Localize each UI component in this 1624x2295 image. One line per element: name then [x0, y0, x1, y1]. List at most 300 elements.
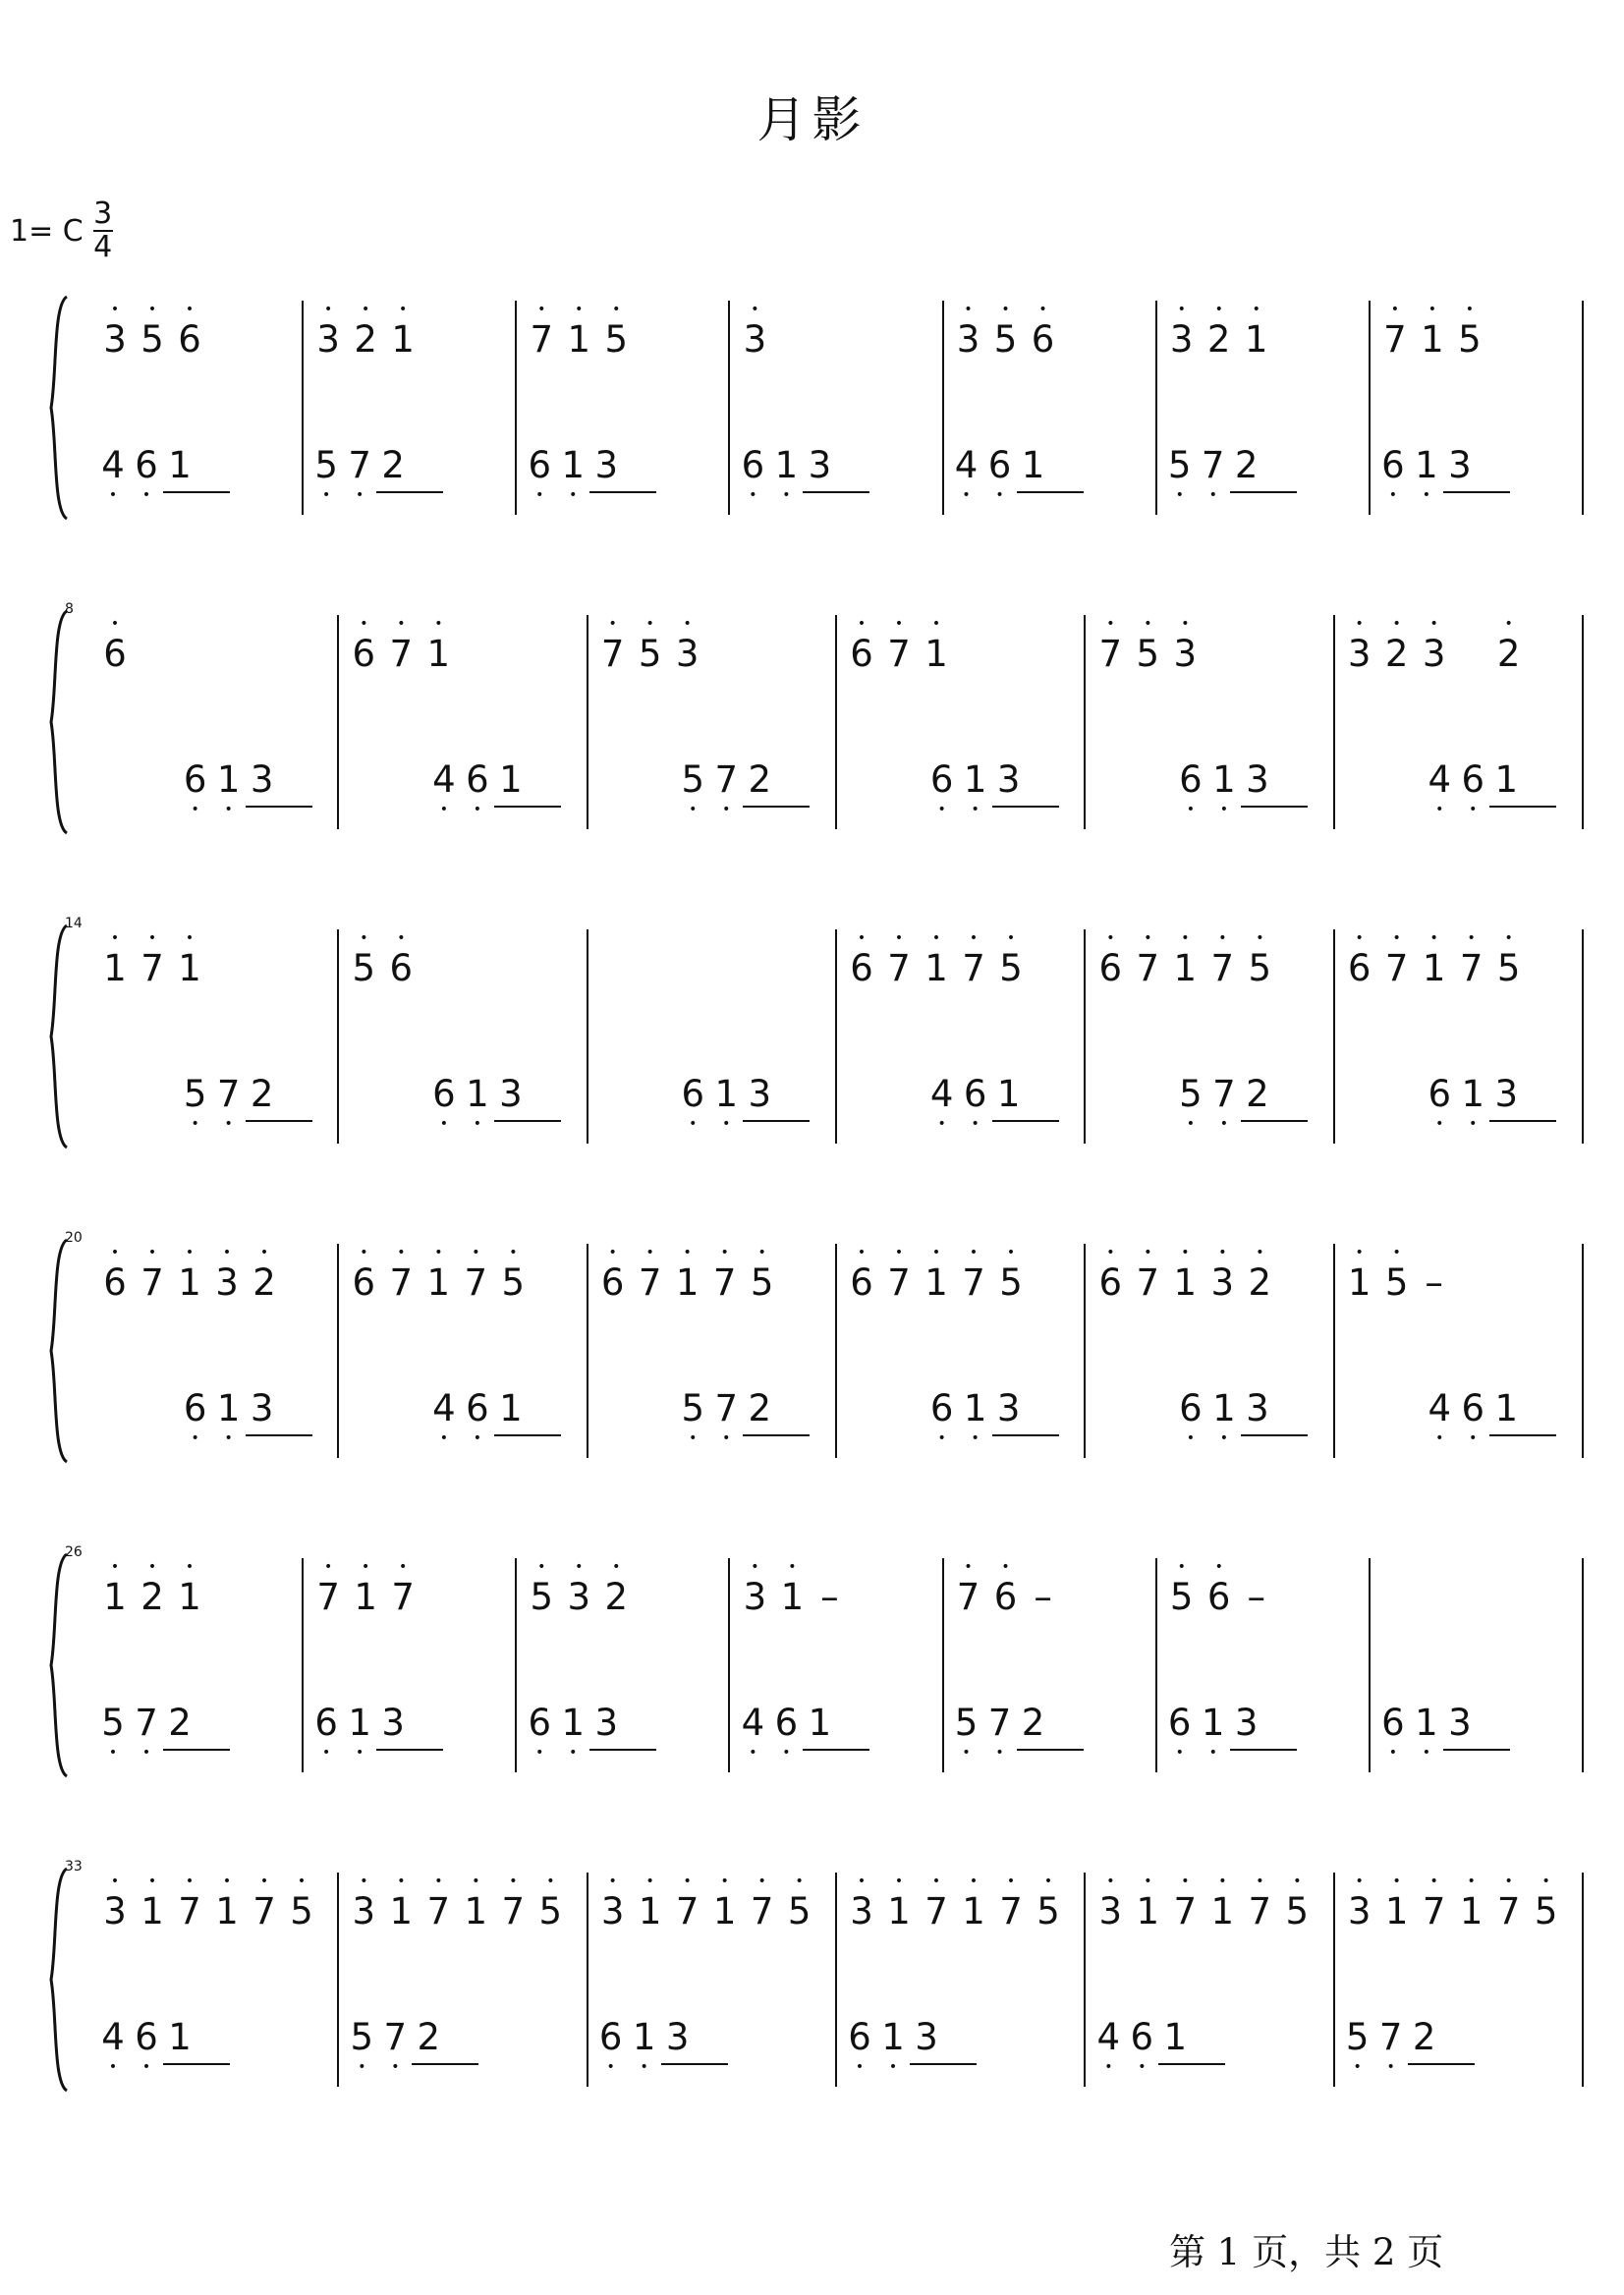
- note: • 5: [532, 1890, 569, 1932]
- note: • 5: [1528, 1890, 1565, 1932]
- note: 1 •: [461, 1073, 494, 1115]
- underline: [246, 1120, 312, 1122]
- bar-line: [1333, 1244, 1335, 1458]
- note: 6 •: [461, 1387, 494, 1429]
- treble-measure: [594, 633, 706, 675]
- note: • 7: [1378, 947, 1416, 989]
- note: • 7: [1204, 947, 1241, 989]
- treble-measure: [1092, 1890, 1316, 1932]
- note: • 1: [420, 633, 457, 675]
- bar-line: [337, 615, 339, 829]
- note: 1 •: [709, 1073, 743, 1115]
- note: • 7: [382, 1261, 420, 1304]
- note: • 6: [843, 1261, 880, 1304]
- bar-line: [835, 615, 837, 829]
- treble-measure: [96, 1890, 320, 1932]
- note: • 7: [523, 318, 560, 361]
- underline: [376, 1749, 443, 1751]
- note: • 2: [1201, 318, 1238, 361]
- note: • 7: [420, 1890, 457, 1932]
- underline: [589, 1749, 656, 1751]
- note: • 7: [992, 1890, 1030, 1932]
- bar-line: [302, 301, 304, 515]
- note: • 7: [880, 947, 918, 989]
- treble-measure: [1092, 1261, 1278, 1304]
- note: 5 •: [1174, 1073, 1207, 1115]
- note: 6 •: [1423, 1073, 1456, 1115]
- note: 1 •: [959, 1387, 992, 1429]
- note: • 1: [1129, 1890, 1166, 1932]
- note: 6 •: [925, 1387, 959, 1429]
- note: 1: [996, 1073, 1021, 1115]
- note: • 7: [1490, 1890, 1528, 1932]
- note: –: [1425, 1261, 1443, 1304]
- note: 1: [1021, 444, 1045, 486]
- note: 1 •: [1197, 1702, 1230, 1744]
- note: 1: [168, 2016, 192, 2058]
- bar-line: [1084, 615, 1086, 829]
- note: • 6: [843, 947, 880, 989]
- underline: [1017, 491, 1084, 493]
- note: • 1: [918, 1261, 955, 1304]
- note: • 7: [134, 1261, 171, 1304]
- note: • 5: [494, 1261, 532, 1304]
- note: 5 •: [1341, 2016, 1374, 2058]
- note: –: [1034, 1576, 1052, 1618]
- bass-measure: [523, 444, 623, 486]
- bar-line: [1333, 929, 1335, 1144]
- treble-measure: [96, 947, 208, 989]
- note: 1 •: [1410, 1702, 1443, 1744]
- note: –: [820, 1576, 839, 1618]
- bar-line: [728, 301, 730, 515]
- note: 7 •: [709, 758, 743, 801]
- note: • 7: [955, 947, 992, 989]
- note: • 3: [843, 1890, 880, 1932]
- underline: [661, 2063, 728, 2065]
- underline: [803, 1749, 869, 1751]
- bar-line: [1155, 1558, 1157, 1772]
- note: 5 •: [96, 1702, 130, 1744]
- brace-icon: [47, 924, 69, 1149]
- note: 6 •: [1456, 758, 1489, 801]
- underline: [589, 491, 656, 493]
- bar-line: [587, 929, 588, 1144]
- note: • 3: [594, 1890, 632, 1932]
- note: 7 •: [378, 2016, 412, 2058]
- bass-measure: [96, 1702, 196, 1744]
- note: 5 •: [179, 1073, 212, 1115]
- bar-line: [587, 615, 588, 829]
- note: • 7: [1416, 1890, 1453, 1932]
- note: • 1: [1166, 1261, 1204, 1304]
- bar-line: [835, 929, 837, 1144]
- treble-measure: [309, 318, 421, 361]
- time-bottom: 4: [93, 230, 113, 264]
- bass-measure: [925, 1073, 1026, 1115]
- brace-icon: [47, 609, 69, 835]
- note: • 6: [171, 318, 208, 361]
- underline: [743, 1120, 810, 1122]
- note: • 5: [992, 1261, 1030, 1304]
- note: • 1: [632, 1890, 669, 1932]
- measure-number: 8: [65, 601, 74, 617]
- measure-number: 20: [65, 1230, 83, 1246]
- note: • 5: [523, 1576, 560, 1618]
- page-number: 第 1 页，共 2 页: [1169, 2231, 1444, 2273]
- note: • 5: [744, 1261, 781, 1304]
- note: 6 •: [1125, 2016, 1158, 2058]
- treble-measure: [843, 633, 955, 675]
- treble-measure: [594, 947, 632, 989]
- note: 3: [1448, 444, 1472, 486]
- bass-measure: [676, 758, 776, 801]
- note: • 7: [632, 1261, 669, 1304]
- note: • 7: [1241, 1890, 1278, 1932]
- bass-measure: [843, 2016, 943, 2058]
- note: • 5: [1241, 947, 1278, 989]
- treble-measure: [736, 1576, 848, 1618]
- brace-icon: [47, 295, 69, 521]
- underline: [1241, 1120, 1308, 1122]
- note: • 6: [1025, 318, 1062, 361]
- note: • 5: [345, 947, 382, 989]
- treble-measure: [523, 1576, 635, 1618]
- note: 3: [665, 2016, 690, 2058]
- note: 1: [168, 444, 192, 486]
- note: • 6: [345, 633, 382, 675]
- note: 1 •: [343, 1702, 376, 1744]
- bar-line: [942, 301, 944, 515]
- note: • 2: [1378, 633, 1416, 675]
- note: 3: [748, 1073, 772, 1115]
- note: • 3: [1341, 633, 1378, 675]
- treble-measure: [843, 947, 1030, 989]
- note: • 2: [597, 1576, 635, 1618]
- bar-line: [587, 1244, 588, 1458]
- treble-measure: [950, 318, 1062, 361]
- brace-icon: [47, 1552, 69, 1778]
- score-title: 月影: [756, 91, 868, 148]
- note: 3: [915, 2016, 938, 2058]
- note: 2: [1234, 444, 1259, 486]
- note: • 5: [597, 318, 635, 361]
- underline: [992, 1120, 1059, 1122]
- note: • 5: [1451, 318, 1488, 361]
- note: 4 •: [96, 444, 130, 486]
- note: • 7: [1129, 947, 1166, 989]
- note: • 5: [632, 633, 669, 675]
- note: 6 •: [959, 1073, 992, 1115]
- underline: [494, 806, 561, 808]
- note: • 1: [1414, 318, 1451, 361]
- note: • 1: [171, 1261, 208, 1304]
- note: • 5: [992, 947, 1030, 989]
- note: • 7: [171, 1890, 208, 1932]
- treble-measure: [1376, 318, 1488, 361]
- note: 6 •: [925, 758, 959, 801]
- note: • 3: [1416, 633, 1453, 675]
- bar-line: [1084, 929, 1086, 1144]
- note: 1 •: [556, 444, 589, 486]
- underline: [1489, 1434, 1556, 1436]
- note: • 6: [1092, 947, 1129, 989]
- note: • 6: [843, 633, 880, 675]
- treble-measure: [96, 633, 134, 675]
- note: • 1: [171, 947, 208, 989]
- bar-line: [835, 1873, 837, 2087]
- measure-number: 26: [65, 1544, 83, 1560]
- brace-icon: [47, 1238, 69, 1464]
- note: 1: [1163, 2016, 1188, 2058]
- treble-measure: [96, 318, 208, 361]
- note: • 3: [1166, 633, 1204, 675]
- bar-line: [1084, 1873, 1086, 2087]
- note: • 7: [880, 1261, 918, 1304]
- note: • 1: [384, 318, 421, 361]
- note: • 2: [347, 318, 384, 361]
- note: • 7: [494, 1890, 532, 1932]
- note: 6 •: [1376, 1702, 1410, 1744]
- bar-line: [728, 1558, 730, 1772]
- underline: [163, 1749, 230, 1751]
- note: • 3: [950, 318, 987, 361]
- underline: [910, 2063, 977, 2065]
- note: • 3: [96, 1890, 134, 1932]
- treble-measure: [345, 947, 420, 989]
- note: • 1: [918, 633, 955, 675]
- note: • 2: [1490, 633, 1528, 675]
- note: –: [1247, 1576, 1265, 1618]
- note: • 1: [347, 1576, 384, 1618]
- note: • 7: [918, 1890, 955, 1932]
- system-3: [0, 916, 1624, 1149]
- note: 1 •: [959, 758, 992, 801]
- treble-measure: [736, 318, 773, 361]
- underline: [1443, 491, 1510, 493]
- note: • 7: [706, 1261, 744, 1304]
- note: 6 •: [523, 444, 556, 486]
- note: • 7: [955, 1261, 992, 1304]
- note: • 6: [1201, 1576, 1238, 1618]
- underline: [1017, 1749, 1084, 1751]
- bar-line: [835, 1244, 837, 1458]
- bass-measure: [594, 2016, 695, 2058]
- bar-line: [1582, 615, 1584, 829]
- note: 7 •: [343, 444, 376, 486]
- note: • 6: [987, 1576, 1025, 1618]
- system-4: [0, 1230, 1624, 1464]
- note: 1: [499, 1387, 523, 1429]
- time-top: 3: [93, 196, 113, 231]
- bar-line: [1084, 1244, 1086, 1458]
- bass-measure: [96, 2016, 196, 2058]
- bass-measure: [1174, 1387, 1274, 1429]
- underline: [246, 806, 312, 808]
- note: 6 •: [523, 1702, 556, 1744]
- note: • 1: [1166, 947, 1204, 989]
- bar-line: [302, 1558, 304, 1772]
- bass-measure: [179, 1387, 279, 1429]
- note: • 5: [134, 318, 171, 361]
- bar-line: [1333, 615, 1335, 829]
- note: • 7: [744, 1890, 781, 1932]
- note: • 5: [1378, 1261, 1416, 1304]
- note: • 1: [706, 1890, 744, 1932]
- note: • 1: [382, 1890, 420, 1932]
- bass-measure: [179, 758, 279, 801]
- underline: [803, 491, 869, 493]
- bar-line: [1582, 1244, 1584, 1458]
- note: 2: [417, 2016, 441, 2058]
- note: • 1: [1453, 1890, 1490, 1932]
- bar-line: [942, 1558, 944, 1772]
- note: • 1: [918, 947, 955, 989]
- underline: [992, 806, 1059, 808]
- key-signature: [10, 196, 113, 264]
- note: 6 •: [983, 444, 1017, 486]
- note: 3: [1246, 758, 1269, 801]
- note: • 7: [669, 1890, 706, 1932]
- bass-measure: [309, 1702, 410, 1744]
- bass-measure: [96, 444, 196, 486]
- note: 5 •: [309, 444, 343, 486]
- bass-measure: [736, 1702, 836, 1744]
- treble-measure: [843, 1261, 1030, 1304]
- note: 6 •: [130, 444, 163, 486]
- note: • 7: [1376, 318, 1414, 361]
- bar-line: [587, 1873, 588, 2087]
- note: 7 •: [709, 1387, 743, 1429]
- bass-measure: [1423, 1073, 1523, 1115]
- treble-measure: [1092, 947, 1278, 989]
- note: • 3: [1163, 318, 1201, 361]
- treble-measure: [1163, 1576, 1275, 1618]
- treble-measure: [950, 1576, 1062, 1618]
- bass-measure: [676, 1387, 776, 1429]
- note: 6 •: [676, 1073, 709, 1115]
- note: • 7: [880, 633, 918, 675]
- note: 7 •: [983, 1702, 1017, 1744]
- underline: [992, 1434, 1059, 1436]
- underline: [494, 1120, 561, 1122]
- underline: [1241, 806, 1308, 808]
- note: 1 •: [628, 2016, 661, 2058]
- time-signature: [93, 196, 113, 264]
- underline: [743, 806, 810, 808]
- treble-measure: [96, 1576, 208, 1618]
- note: 6 •: [736, 444, 769, 486]
- note: 1: [499, 758, 523, 801]
- note: • 2: [246, 1261, 283, 1304]
- note: 2: [748, 758, 772, 801]
- note: • 3: [560, 1576, 597, 1618]
- note: 4 •: [96, 2016, 130, 2058]
- note: • 7: [457, 1261, 494, 1304]
- note: 3: [594, 444, 619, 486]
- treble-measure: [1341, 1890, 1565, 1932]
- note: • 3: [1092, 1890, 1129, 1932]
- bass-measure: [1376, 444, 1477, 486]
- note: 2: [1021, 1702, 1045, 1744]
- underline: [163, 491, 230, 493]
- note: 4 •: [427, 758, 461, 801]
- underline: [1489, 806, 1556, 808]
- note: 6 •: [1174, 758, 1207, 801]
- note: • 7: [382, 633, 420, 675]
- underline: [1408, 2063, 1475, 2065]
- note: 1 •: [1207, 758, 1241, 801]
- note: 3: [250, 758, 274, 801]
- underline: [1489, 1120, 1556, 1122]
- note: 1 •: [556, 1702, 589, 1744]
- note: 7 •: [1374, 2016, 1408, 2058]
- treble-measure: [345, 1890, 569, 1932]
- note: • 5: [1278, 1890, 1316, 1932]
- note: • 3: [96, 318, 134, 361]
- note: • 1: [134, 1890, 171, 1932]
- underline: [163, 2063, 230, 2065]
- bar-line: [515, 1558, 517, 1772]
- note: • 2: [1241, 1261, 1278, 1304]
- note: • 1: [171, 1576, 208, 1618]
- note: 6 •: [1163, 1702, 1197, 1744]
- note: 2: [168, 1702, 192, 1744]
- note: 4 •: [950, 444, 983, 486]
- note: • 1: [1378, 1890, 1416, 1932]
- note: • 3: [345, 1890, 382, 1932]
- note: • 1: [96, 1576, 134, 1618]
- note: • 1: [457, 1890, 494, 1932]
- note: • 3: [1204, 1261, 1241, 1304]
- note: 4 •: [925, 1073, 959, 1115]
- note: 3: [1494, 1073, 1519, 1115]
- note: 4 •: [1092, 2016, 1125, 2058]
- bass-measure: [736, 444, 836, 486]
- note: • 6: [1341, 947, 1378, 989]
- note: 1 •: [769, 444, 803, 486]
- note: • 1: [208, 1890, 246, 1932]
- treble-measure: [594, 1890, 818, 1932]
- system-6: [0, 1859, 1624, 2093]
- note: 5 •: [345, 2016, 378, 2058]
- note: 6 •: [309, 1702, 343, 1744]
- note: 6 •: [130, 2016, 163, 2058]
- note: • 6: [594, 1261, 632, 1304]
- note: 7 •: [130, 1702, 163, 1744]
- note: 6 •: [1376, 444, 1410, 486]
- bass-measure: [1092, 2016, 1192, 2058]
- note: 2: [381, 444, 405, 486]
- bass-measure: [1174, 758, 1274, 801]
- note: • 7: [384, 1576, 421, 1618]
- note: 1 •: [1410, 444, 1443, 486]
- bass-measure: [925, 758, 1026, 801]
- note: 1: [808, 1702, 832, 1744]
- note: • 2: [134, 1576, 171, 1618]
- note: • 5: [781, 1890, 818, 1932]
- note: 1: [1494, 758, 1519, 801]
- treble-measure: [345, 1261, 532, 1304]
- note: 6 •: [461, 758, 494, 801]
- note: • 6: [96, 1261, 134, 1304]
- note: • 5: [987, 318, 1025, 361]
- note: • 7: [1166, 1890, 1204, 1932]
- note: • 5: [1163, 1576, 1201, 1618]
- bass-measure: [950, 1702, 1050, 1744]
- treble-measure: [96, 1261, 283, 1304]
- note: • 7: [594, 633, 632, 675]
